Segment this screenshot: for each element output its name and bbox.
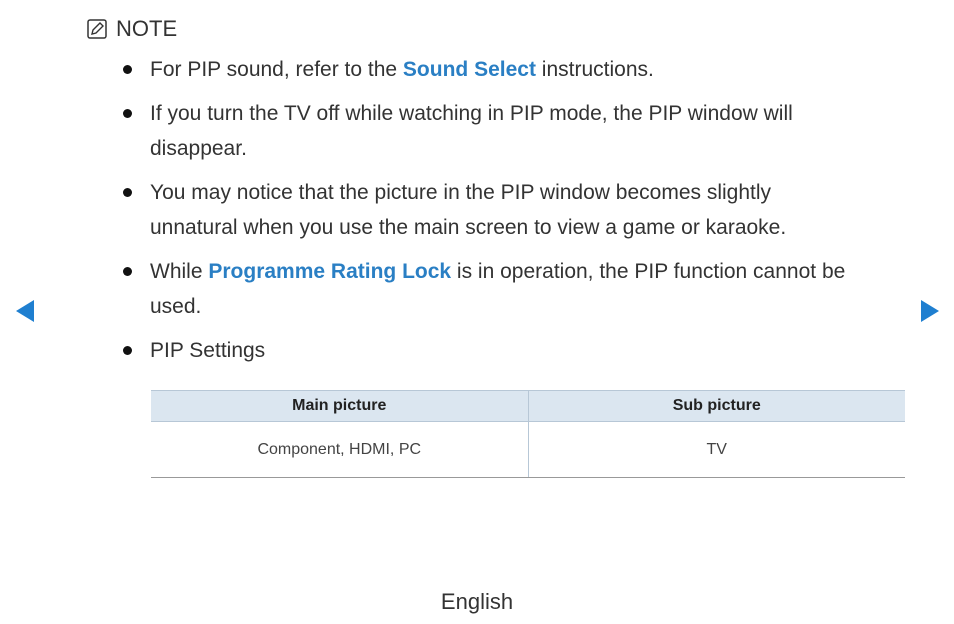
bullet-text: PIP Settings xyxy=(150,339,266,362)
bullet-text: You may notice that the picture in the PIP window becomes slightly xyxy=(150,181,772,204)
table-cell-main-picture: Component, HDMI, PC xyxy=(151,422,528,478)
list-item xyxy=(120,175,900,245)
previous-page-arrow-icon[interactable] xyxy=(16,300,34,322)
note-header xyxy=(86,15,177,43)
list-item xyxy=(120,52,900,87)
bullet-text: instructions. xyxy=(535,58,654,81)
programme-rating-lock-link[interactable]: Programme Rating Lock xyxy=(208,260,452,283)
pip-settings-table xyxy=(151,390,905,478)
note-bullet-list xyxy=(120,52,900,368)
bullet-text: used. xyxy=(150,295,202,318)
list-item xyxy=(120,254,900,324)
table-row xyxy=(151,422,905,478)
table-header-row xyxy=(151,391,905,422)
column-header-sub-picture: Sub picture xyxy=(528,391,905,422)
bullet-text: is in operation, the PIP function cannot be xyxy=(451,260,846,283)
note-pencil-icon xyxy=(86,18,108,40)
bullet-text: While xyxy=(150,260,209,283)
bullet-text: disappear. xyxy=(150,137,247,160)
bullet-text: For PIP sound, refer to the xyxy=(150,58,403,81)
list-item xyxy=(120,96,900,166)
bullet-text: unnatural when you use the main screen to view a game or karaoke. xyxy=(150,216,787,239)
next-page-arrow-icon[interactable] xyxy=(921,300,939,322)
list-item xyxy=(120,333,900,368)
bullet-text: If you turn the TV off while watching in PIP mode, the PIP window will xyxy=(150,102,793,125)
footer-language-label: English xyxy=(440,589,514,614)
sound-select-link[interactable]: Sound Select xyxy=(402,58,536,81)
column-header-main-picture: Main picture xyxy=(151,391,528,422)
note-label: NOTE xyxy=(116,16,178,41)
table-cell-sub-picture: TV xyxy=(528,422,905,478)
